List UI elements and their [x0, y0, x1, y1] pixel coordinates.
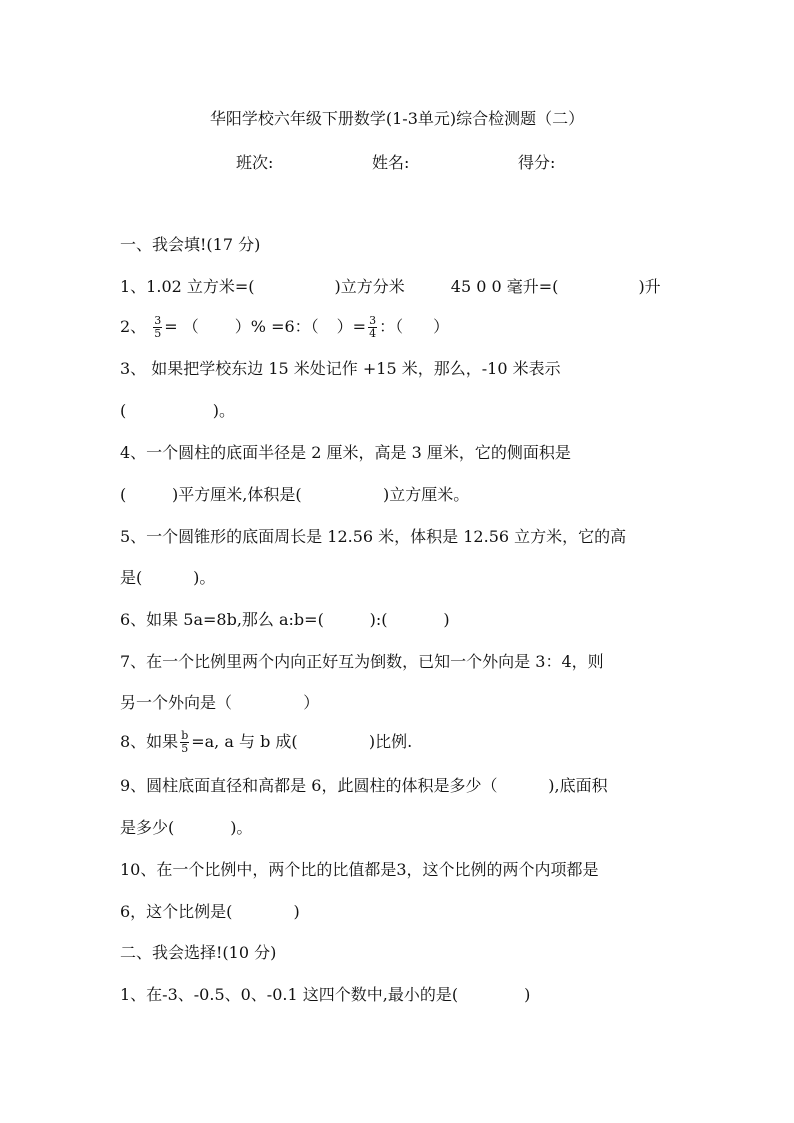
name-label: 姓名: [372, 153, 410, 172]
fraction-b-5: $\frac{b}{5}$ [181, 729, 189, 755]
section-1-title: 一、我会填!(17 分) [120, 235, 261, 254]
q1-part-c: 45 0 0 毫升=( [450, 277, 559, 296]
question-9-line-2: 是多少( )。 [120, 818, 253, 837]
q1-part-d: )升 [638, 277, 661, 296]
question-5-line-2: 是( )。 [120, 568, 216, 587]
question-3-line-2: ( )。 [120, 401, 235, 420]
section-2-title: 二、我会选择!(10 分) [120, 943, 277, 962]
question-3-line-1: 3、 如果把学校东边 15 米处记作 +15 米，那么，-10 米表示 [120, 359, 561, 378]
score-label: 得分: [518, 153, 556, 172]
question-5-line-1: 5、一个圆锥形的底面周长是 12.56 米，体积是 12.56 立方米，它的高 [120, 527, 627, 546]
question-2 [120, 313, 680, 341]
question-4-line-1: 4、一个圆柱的底面半径是 2 厘米，高是 3 厘米，它的侧面积是 [120, 443, 571, 462]
question-8 [120, 728, 680, 756]
q2-text-3: ）= [336, 317, 367, 336]
question-4-line-2: ( )平方厘米,体积是( )立方厘米。 [120, 485, 470, 504]
q2-text-2: ）% =6：（ [234, 317, 319, 336]
fraction-3-5: $\frac{3}{5}$ [154, 314, 162, 340]
q2-prefix: 2、 [120, 317, 147, 336]
question-7-line-2: 另一个外向是（ ） [120, 693, 320, 712]
section-2-question-1: 1、在-3、-0.5、0、-0.1 这四个数中,最小的是( ) [120, 985, 531, 1004]
q2-text-1: = （ [164, 317, 199, 336]
question-7-line-1: 7、在一个比例里两个内向正好互为倒数，已知一个外向是 3：4，则 [120, 652, 604, 671]
question-10-line-1: 10、在一个比例中，两个比的比值都是3，这个比例的两个内项都是 [120, 860, 599, 879]
fraction-3-4: $\frac{3}{4}$ [369, 314, 377, 340]
class-label: 班次: [236, 153, 274, 172]
q8-prefix: 8、如果 [120, 732, 179, 751]
question-1 [120, 276, 680, 298]
q8-suffix: =a, a 与 b 成( )比例. [191, 732, 413, 751]
q1-part-a: 1、1.02 立方米=( [120, 277, 255, 296]
q2-text-4: ：（ [379, 317, 404, 336]
q2-text-5: ） [433, 317, 450, 336]
page-title: 华阳学校六年级下册数学(1-3单元)综合检测题（二） [209, 109, 585, 128]
question-6: 6、如果 5a=8b,那么 a:b=( ):( ) [120, 610, 450, 629]
q1-part-b: )立方分米 [334, 277, 405, 296]
question-10-line-2: 6，这个比例是( ) [120, 902, 300, 921]
question-9-line-1: 9、圆柱底面直径和高都是 6，此圆柱的体积是多少（ ),底面积 [120, 776, 608, 795]
